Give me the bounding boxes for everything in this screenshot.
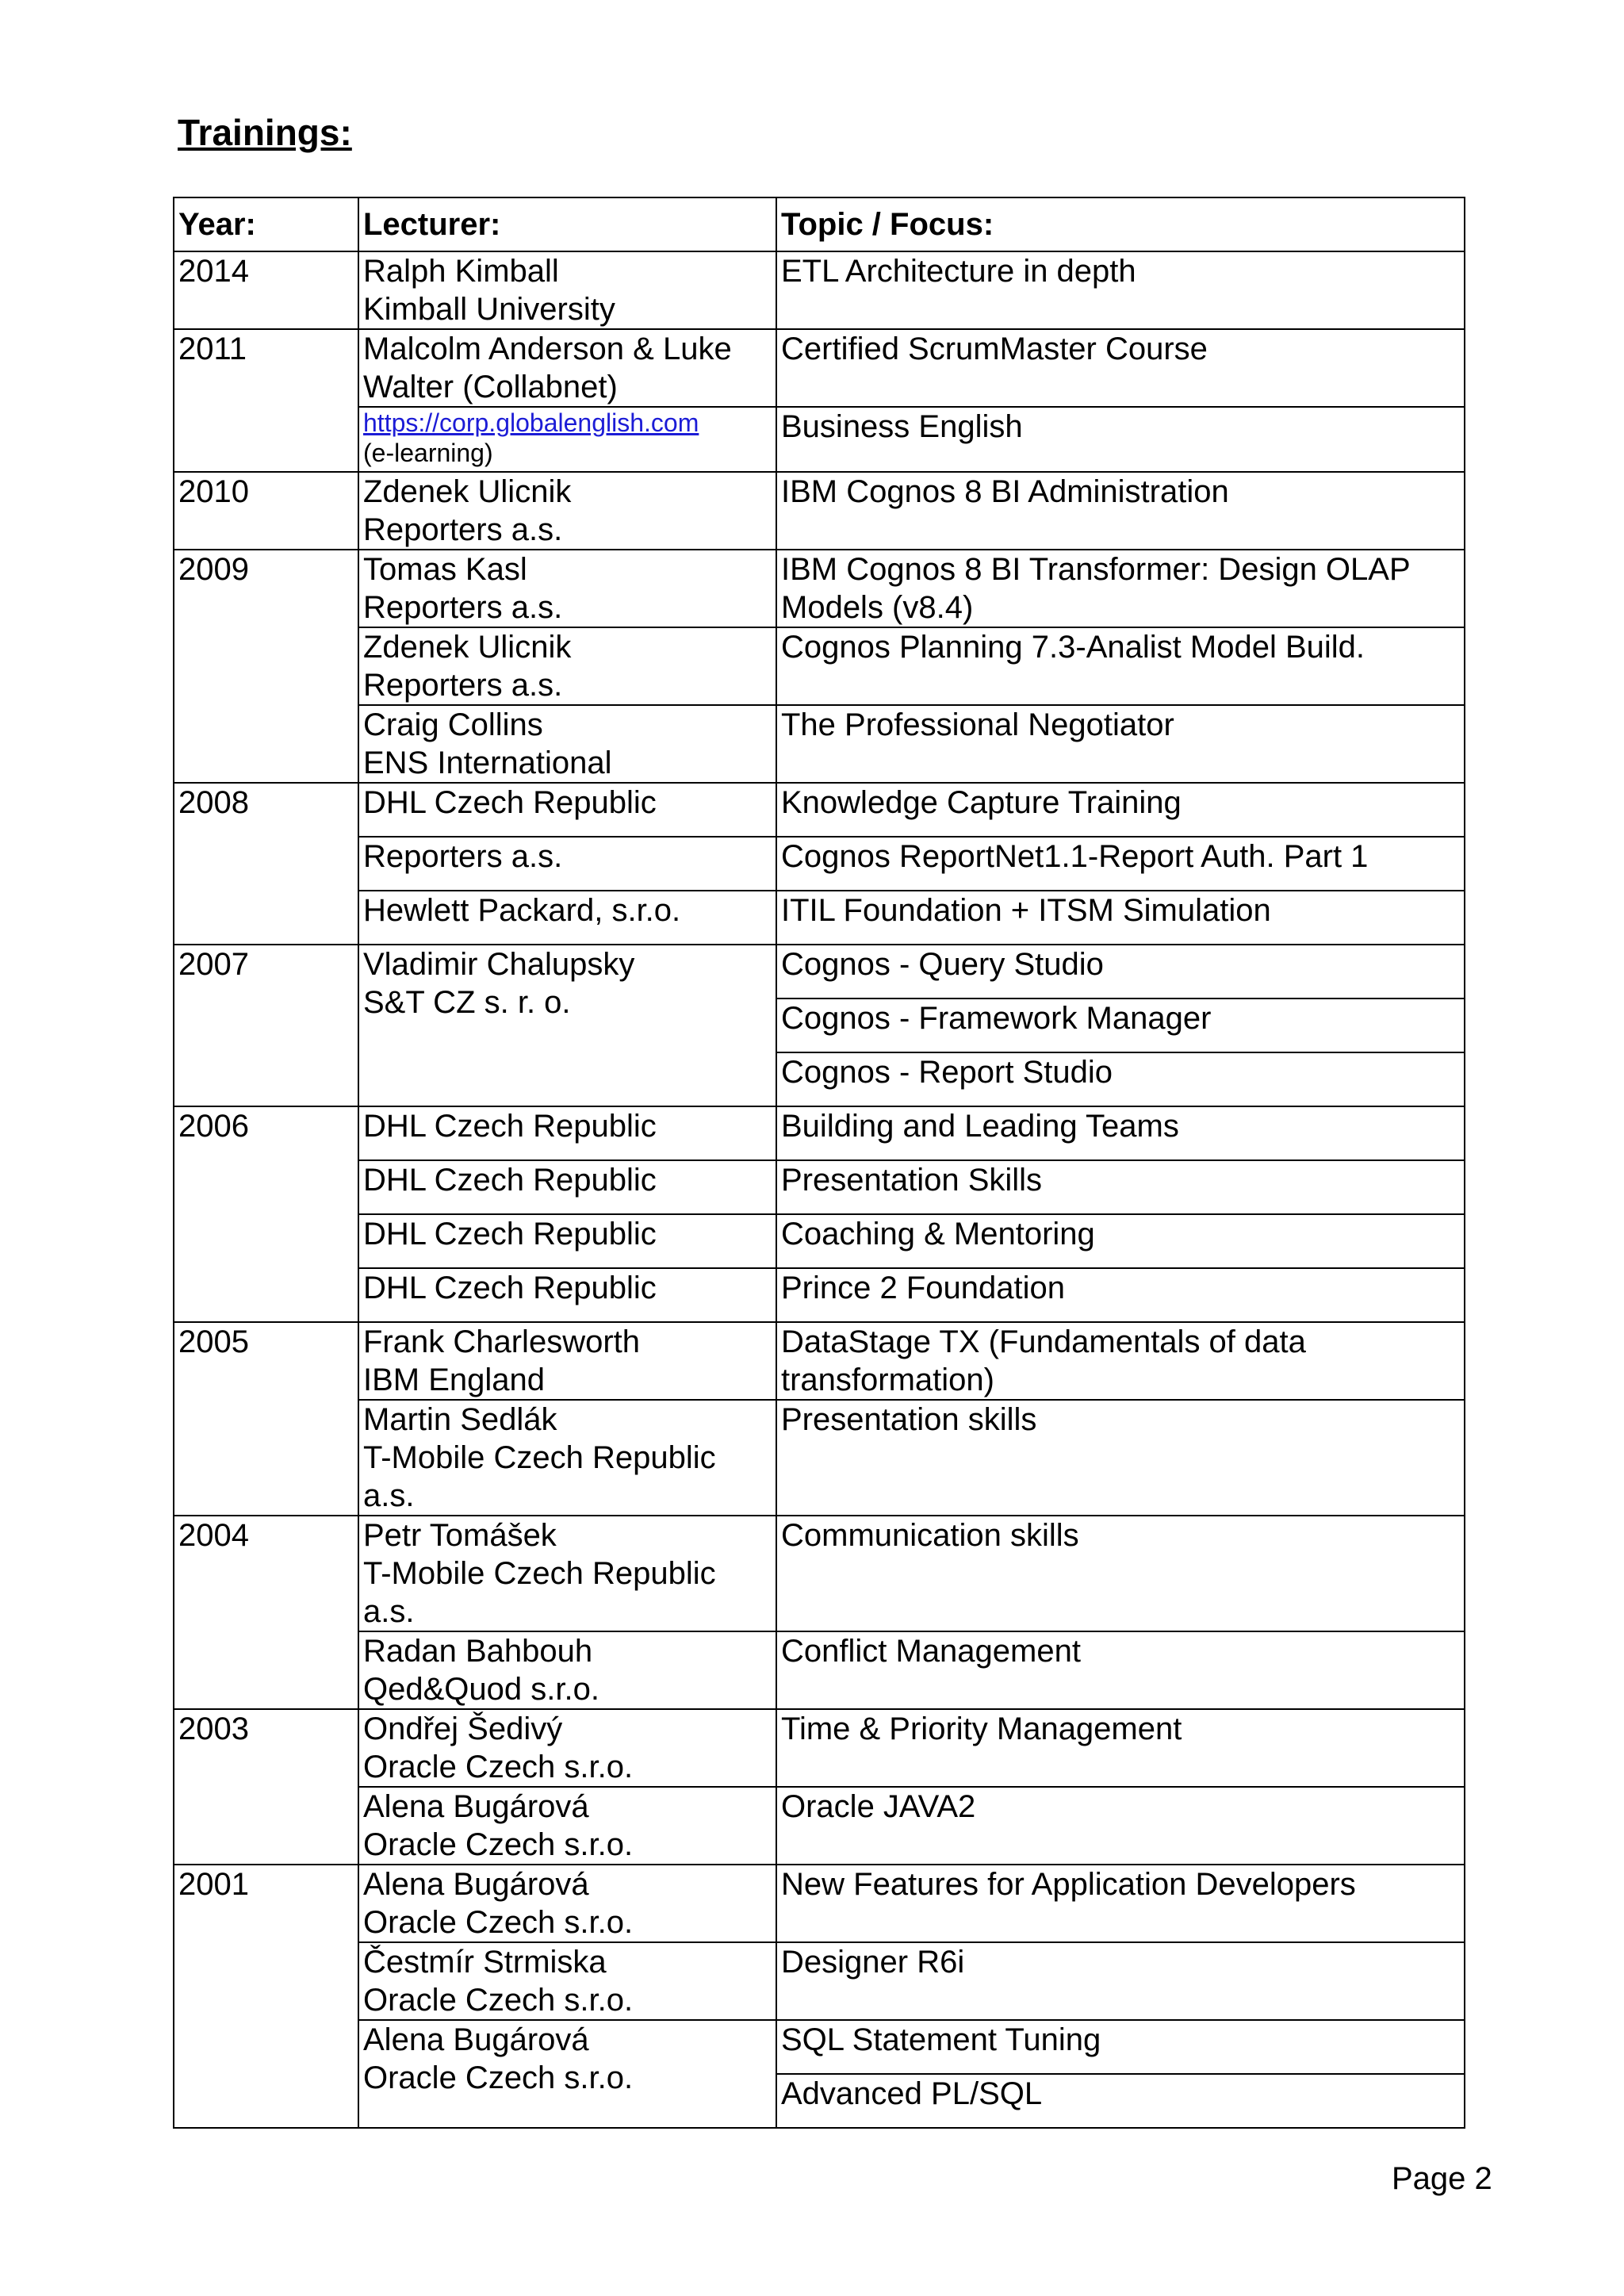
trainings-table: [173, 197, 1465, 2129]
lecturer-cell: Martin Sedlák T-Mobile Czech Republic a.s.: [358, 1400, 776, 1516]
topic-cell: New Features for Application Developers: [776, 1865, 1465, 1942]
table-header-row: [174, 197, 1465, 251]
topic-cell: Advanced PL/SQL: [776, 2074, 1465, 2128]
lecturer-note: (e-learning): [363, 439, 493, 467]
table-row: [174, 1865, 1465, 1942]
topic-cell: Cognos Planning 7.3-Analist Model Build.: [776, 627, 1465, 705]
table-row: [174, 705, 1465, 783]
topic-cell: Cognos - Report Studio: [776, 1052, 1465, 1106]
lecturer-cell: [358, 407, 776, 472]
year-cell: 2004: [174, 1516, 358, 1709]
table-row: [174, 1160, 1465, 1214]
year-cell: 2005: [174, 1322, 358, 1516]
table-row: [174, 1322, 1465, 1400]
topic-cell: Coaching & Mentoring: [776, 1214, 1465, 1268]
lecturer-cell: Malcolm Anderson & Luke Walter (Collabnet): [358, 329, 776, 407]
year-cell: 2008: [174, 783, 358, 945]
topic-cell: DataStage TX (Fundamentals of data transformation): [776, 1322, 1465, 1400]
table-row: [174, 1214, 1465, 1268]
lecturer-cell: Alena Bugárová Oracle Czech s.r.o.: [358, 2020, 776, 2128]
topic-cell: ITIL Foundation + ITSM Simulation: [776, 891, 1465, 945]
table-row: [174, 1400, 1465, 1516]
lecturer-cell: Zdenek Ulicnik Reporters a.s.: [358, 472, 776, 550]
topic-cell: Building and Leading Teams: [776, 1106, 1465, 1160]
topic-cell: ETL Architecture in depth: [776, 251, 1465, 329]
year-cell: 2010: [174, 472, 358, 550]
lecturer-cell: Zdenek Ulicnik Reporters a.s.: [358, 627, 776, 705]
lecturer-cell: DHL Czech Republic: [358, 1160, 776, 1214]
lecturer-cell: DHL Czech Republic: [358, 783, 776, 837]
table-row: [174, 1787, 1465, 1865]
lecturer-cell: DHL Czech Republic: [358, 1106, 776, 1160]
lecturer-cell: Čestmír Strmiska Oracle Czech s.r.o.: [358, 1942, 776, 2020]
lecturer-cell: DHL Czech Republic: [358, 1268, 776, 1322]
topic-cell: Prince 2 Foundation: [776, 1268, 1465, 1322]
topic-cell: Cognos - Framework Manager: [776, 999, 1465, 1052]
table-row: [174, 627, 1465, 705]
lecturer-header: Lecturer:: [358, 197, 776, 251]
year-cell: 2009: [174, 550, 358, 783]
topic-cell: Oracle JAVA2: [776, 1787, 1465, 1865]
lecturer-cell: DHL Czech Republic: [358, 1214, 776, 1268]
topic-cell: Business English: [776, 407, 1465, 472]
table-row: [174, 891, 1465, 945]
topic-cell: IBM Cognos 8 BI Administration: [776, 472, 1465, 550]
table-row: [174, 1709, 1465, 1787]
table-row: [174, 1516, 1465, 1631]
table-row: [174, 472, 1465, 550]
year-cell: 2006: [174, 1106, 358, 1322]
table-row: [174, 1268, 1465, 1322]
topic-cell: Presentation Skills: [776, 1160, 1465, 1214]
topic-cell: Time & Priority Management: [776, 1709, 1465, 1787]
topic-cell: IBM Cognos 8 BI Transformer: Design OLAP Models (v8.4): [776, 550, 1465, 627]
table-row: [174, 1631, 1465, 1709]
year-cell: 2007: [174, 945, 358, 1106]
table-row: [174, 783, 1465, 837]
table-row: [174, 837, 1465, 891]
table-row: [174, 2020, 1465, 2074]
table-row: [174, 251, 1465, 329]
year-cell: 2003: [174, 1709, 358, 1865]
table-row: [174, 1106, 1465, 1160]
year-cell: 2011: [174, 329, 358, 472]
page-title: Trainings:: [178, 112, 352, 153]
lecturer-cell: Alena Bugárová Oracle Czech s.r.o.: [358, 1787, 776, 1865]
table-row: [174, 329, 1465, 407]
topic-cell: Conflict Management: [776, 1631, 1465, 1709]
topic-cell: SQL Statement Tuning: [776, 2020, 1465, 2074]
page-number: Page 2: [1392, 2161, 1492, 2196]
globalenglish-link[interactable]: https://corp.globalenglish.com: [363, 408, 699, 437]
table-row: [174, 945, 1465, 999]
topic-cell: Designer R6i: [776, 1942, 1465, 2020]
table-row: [174, 550, 1465, 627]
lecturer-cell: Radan Bahbouh Qed&Quod s.r.o.: [358, 1631, 776, 1709]
year-cell: 2001: [174, 1865, 358, 2128]
topic-header: Topic / Focus:: [776, 197, 1465, 251]
topic-cell: Knowledge Capture Training: [776, 783, 1465, 837]
topic-cell: Presentation skills: [776, 1400, 1465, 1516]
year-header: Year:: [174, 197, 358, 251]
table-row: [174, 407, 1465, 472]
table-row: [174, 1942, 1465, 2020]
lecturer-cell: Craig Collins ENS International: [358, 705, 776, 783]
topic-cell: Certified ScrumMaster Course: [776, 329, 1465, 407]
lecturer-cell: Ralph Kimball Kimball University: [358, 251, 776, 329]
topic-cell: Cognos ReportNet1.1-Report Auth. Part 1: [776, 837, 1465, 891]
topic-cell: Communication skills: [776, 1516, 1465, 1631]
lecturer-cell: Reporters a.s.: [358, 837, 776, 891]
lecturer-cell: Hewlett Packard, s.r.o.: [358, 891, 776, 945]
lecturer-cell: Ondřej Šedivý Oracle Czech s.r.o.: [358, 1709, 776, 1787]
year-cell: 2014: [174, 251, 358, 329]
lecturer-cell: Alena Bugárová Oracle Czech s.r.o.: [358, 1865, 776, 1942]
lecturer-cell: Frank Charlesworth IBM England: [358, 1322, 776, 1400]
topic-cell: Cognos - Query Studio: [776, 945, 1465, 999]
lecturer-cell: Tomas Kasl Reporters a.s.: [358, 550, 776, 627]
lecturer-cell: Petr Tomášek T-Mobile Czech Republic a.s.: [358, 1516, 776, 1631]
lecturer-cell: Vladimir Chalupsky S&T CZ s. r. o.: [358, 945, 776, 1106]
topic-cell: The Professional Negotiator: [776, 705, 1465, 783]
